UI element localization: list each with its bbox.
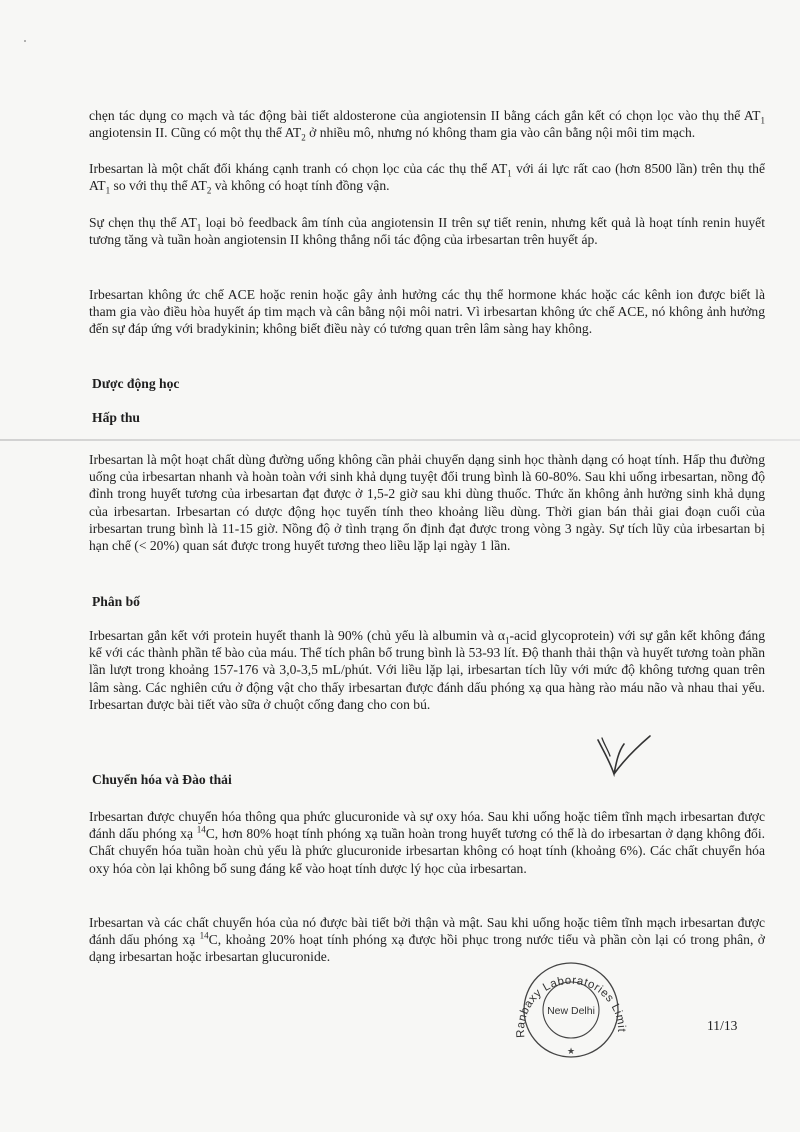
paragraph-metabolism: Irbesartan được chuyển hóa thông qua phức glucuronide và sự oxy hóa. Sau khi uống hoặc tiêm tĩnh mạch irbesartan được đánh dấu phóng xạ $^{14}$C, hơn 80% hoạt tính phóng xạ tuần hoàn trong huyết tương có thể là do irbesartan ở dạng không đổi. Chất chuyển hóa tuần hoàn chủ yếu là phức glucuronide irbesartan không có hoạt tính (khoảng 6%). Các chất chuyển hóa oxy hóa còn lại không bổ sung đáng kể vào hoạt tính dược lý học của irbesartan. xyxy=(89,809,765,876)
paragraph-distribution: Irbesartan gắn kết với protein huyết thanh là 90% (chủ yếu là albumin và $\alpha_1$-acid glycoprotein) với sự gắn kết không đáng kể với các thành phần tế bào của máu. Thể tích phân bố trung bình là 53-93 lít. Độ thanh thải thận và huyết tương toàn phần lần lượt trong khoảng 157-176 và 3,0-3,5 mL/phút. Với liều lặp lại, irbesartan tích lũy với mức độ không tương quan trên lâm sàng. Các nghiên cứu ở động vật cho thấy irbesartan được đánh dấu phóng xạ qua hàng rào máu não và nhau thai yếu. Irbesartan được bài tiết vào sữa ở chuột cống đang cho con bú. xyxy=(89,628,765,712)
paragraph-renin-feedback: Sự chẹn thụ thể $AT_1$ loại bỏ feedback âm tính của angiotensin II trên sự tiết renin, nhưng kết quả là hoạt tính renin huyết tương tăng và tuần hoàn angiotensin II không thắng nổi tác động của irbesartan trên huyết áp. xyxy=(89,215,765,248)
scan-speck xyxy=(24,40,26,42)
paragraph-at1-blockade: chẹn tác dụng co mạch và tác động bài tiết aldosterone của angiotensin II bằng cách gắn kết có chọn lọc vào thụ thể $AT_1$ angiotensin II. Cũng có một thụ thể $AT_2$ ở nhiều mô, nhưng nó không tham gia vào cân bằng nội môi tim mạch. xyxy=(89,108,765,143)
paragraph-irbesartan-antagonist: Irbesartan là một chất đối kháng cạnh tranh có chọn lọc của các thụ thể $AT_1$ với ái lực rất cao (hơn 8500 lần) trên thụ thể $AT_1$ so với thụ thể $AT_2$ và không có hoạt tính đồng vận. xyxy=(89,161,765,196)
stamp-ring-text: Ranbaxy Laboratories Limit xyxy=(514,974,628,1039)
page-number: 11/13 xyxy=(707,1018,738,1033)
paragraph-ace-renin: Irbesartan không ức chế ACE hoặc renin hoặc gây ảnh hưởng các thụ thể hormone khác hoặc các kênh ion được biết là tham gia vào điều hòa huyết áp tim mạch và cân bằng nội môi natri. Vì irbesartan không ức chế ACE, nó không ảnh hưởng đến sự đáp ứng với bradykinin; không biết điều này có tương quan trên lâm sàng hay không. xyxy=(89,287,765,337)
heading-absorption: Hấp thu xyxy=(92,410,140,425)
star-icon: ★ xyxy=(566,1046,576,1056)
paragraph-elimination: Irbesartan và các chất chuyển hóa của nó được bài tiết bởi thận và mật. Sau khi uống hoặc tiêm tĩnh mạch irbesartan được đánh dấu phóng xạ $^{14}$C, khoảng 20% hoạt tính phóng xạ được hồi phục trong nước tiểu và phần còn lại có trong phân, ở dạng irbesartan hoặc irbesartan glucuronide. xyxy=(89,915,765,965)
scan-artifact-line xyxy=(0,439,800,441)
heading-distribution: Phân bố xyxy=(92,594,140,609)
heading-pharmacokinetics: Dược động học xyxy=(92,376,180,391)
company-stamp xyxy=(508,952,634,1067)
heading-metabolism-elimination: Chuyển hóa và Đào thải xyxy=(92,772,232,787)
paragraph-absorption: Irbesartan là một hoạt chất dùng đường uống không cần phải chuyển dạng sinh học thành dạng có hoạt tính. Hấp thu đường uống của irbesartan nhanh và hoàn toàn với sinh khả dụng tuyệt đối trung bình là 60-80%. Sau khi uống irbesartan, nồng độ đỉnh trong huyết tương của irbesartan đạt được ở 1,5-2 giờ sau khi dùng thuốc. Thức ăn không ảnh hưởng sinh khả dụng của irbesartan. Irbesartan có dược động học tuyến tính theo khoảng liều dùng. Thời gian bán thải giai đoạn cuối của irbesartan trung bình là 11-15 giờ. Nồng độ ở tình trạng ổn định đạt được trong vòng 3 ngày. Sự tích lũy của irbesartan bị hạn chế (< 20%) quan sát được trong huyết tương theo liều lặp lại ngày 1 lần. xyxy=(89,452,765,554)
stamp-center-text: New Delhi xyxy=(547,1005,595,1017)
handwritten-signature xyxy=(594,730,654,785)
